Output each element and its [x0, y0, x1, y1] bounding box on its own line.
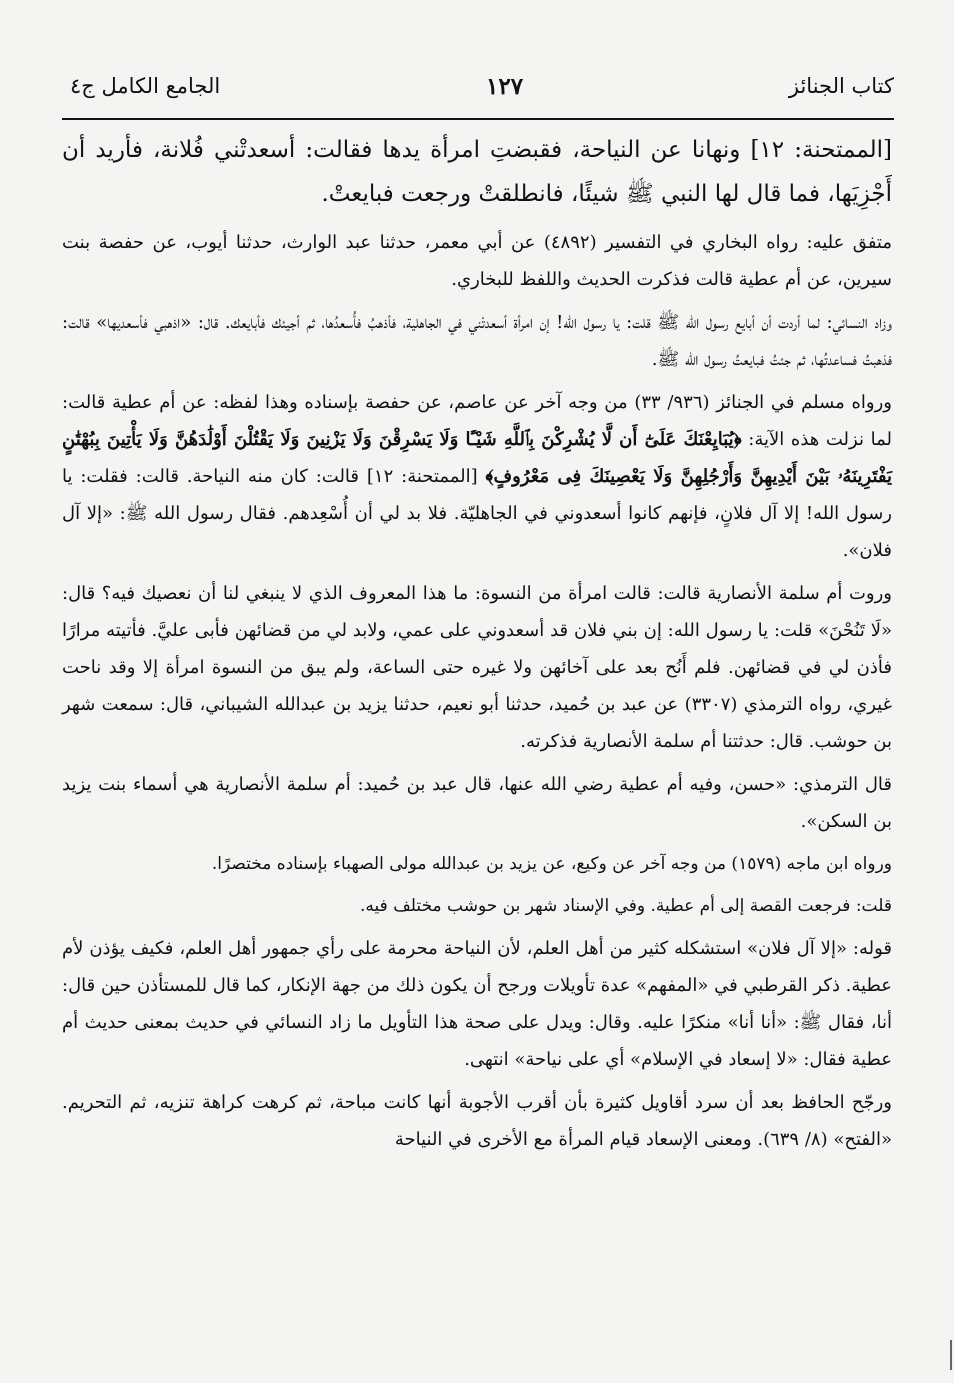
quran-verse: ﴿يُبَايِعْنَكَ عَلَىٰٓ أَن لَّا يُشْرِكْنَ بِٱللَّهِ شَيْـًٔا وَلَا يَسْرِقْنَ وَلَا يَزْنِينَ وَلَا يَقْتُلْنَ أَوْلَٰدَهُنَّ وَلَا يَأْتِينَ بِبُهْتَٰنٍ يَفْتَرِينَهُۥ بَيْنَ أَيْدِيهِنَّ وَأَرْجُلِهِنَّ وَلَا يَعْصِينَكَ فِى مَعْرُوفٍ﴾	[62, 429, 892, 487]
header-rule	[62, 118, 894, 120]
hafiz-paragraph: ورجّح الحافظ بعد أن سرد أقاويل كثيرة بأن أقرب الأجوبة أنها كانت مباحة، ثم كرهت كراهة تنزيه، ثم التحريم. «الفتح» (٨/ ٦٣٩). ومعنى الإسعاد قيام المرأة مع الأخرى في النياحة	[62, 1092, 892, 1150]
volume-title: الجامع الكامل ج٤	[70, 74, 221, 98]
book-title: كتاب الجنائز	[788, 74, 894, 98]
commentary-paragraph: قوله: «إلا آل فلان» استشكله كثير من أهل العلم، لأن النياحة محرمة على رأي جمهور أهل العلم، فكيف يؤذن لأم عطية. ذكر القرطبي في «المفهم» عدة تأويلات ورجح أن يكون ذلك من جهة الإنكار، كما قال للمستأذن حين قال: أنا، فقال ﷺ: «أنا أنا» منكرًا عليه. وقال: ويدل على صحة هذا التأويل ما زاد النسائي في حديث بمعنى حديث أم عطية فقال: «لا إسعاد في الإسلام» أي على نياحة» انتهى.	[62, 938, 892, 1070]
author-note-paragraph: قلت: فرجعت القصة إلى أم عطية. وفي الإسناد شهر بن حوشب مختلف فيه.	[360, 896, 892, 916]
muslim-narration-paragraph	[62, 384, 892, 569]
page-number: ١٢٧	[486, 72, 524, 100]
ibn-majah-paragraph: ورواه ابن ماجه (١٥٧٩) من وجه آخر عن وكيع، عن يزيد بن عبدالله مولى الصهباء بإسناده مختصرًا.	[211, 854, 892, 874]
takhrij-paragraph: متفق عليه: رواه البخاري في التفسير (٤٨٩٢) عن أبي معمر، حدثنا عبد الوارث، حدثنا أيوب، عن حفصة بنت سيرين، عن أم عطية قالت فذكرت الحديث واللفظ للبخاري.	[62, 232, 892, 290]
page-header	[70, 66, 894, 106]
hadith-text: [الممتحنة: ١٢] ونهانا عن النياحة، فقبضتِ امرأة يدها فقالت: أسعدتْني فُلانة، فأريد أن أَجْزِيَها، فما قال لها النبي ﷺ شيئًا، فانطلقتْ ورجعت فبايعتْ.	[62, 137, 892, 207]
page-body	[62, 128, 892, 1164]
umm-salama-paragraph: وروت أم سلمة الأنصارية قالت: قالت امرأة من النسوة: ما هذا المعروف الذي لا ينبغي لنا أن نعصيك فيه؟ قال: «لَا تَنُحْنَ» قلت: يا رسول الله: إن بني فلان قد أسعدوني على عمي، ولابد لي من قضائهن فأبى عليَّ. فأتيته مرارًا فأذن لي في قضائهن. فلم أَنُح بعد على آخائهن ولا غيره حتى الساعة، ولم يبق من النسوة امرأة إلا وقد ناحت غيري، رواه الترمذي (٣٣٠٧) عن عبد بن حُميد، حدثنا أبو نعيم، حدثنا يزيد بن عبدالله الشيباني، قال: سمعت شهر بن حوشب. قال: حدثتنا أم سلمة الأنصارية فذكرته.	[62, 583, 893, 752]
tirmidhi-comment-paragraph: قال الترمذي: «حسن، وفيه أم عطية رضي الله عنها، قال عبد بن حُميد: أم سلمة الأنصارية هي أسماء بنت يزيد بن السكن».	[62, 774, 892, 832]
nasai-addition-paragraph: وزاد النسائي: لما أردت أن أبايع رسول الله ﷺ قلت: يا رسول الله! إن امرأة أسعدتْني في الجاهلية، فأذهبُ فأُسعدُها، ثم أجيئك فأبايعك. قال: «اذهبي فأسعديها» قالت: فذهبتُ فساعدتُها، ثم جئتُ فبايعتُ رسول الله ﷺ.	[62, 312, 892, 370]
narration-continuation: [الممتحنة: ١٢] قالت: كان منه النياحة. قالت: فقلت: يا رسول الله! إلا آل فلانٍ، فإنهم كانوا أسعدوني في الجاهليّة. فلا بد لي أن أُسْعِدهم. فقال رسول الله ﷺ: «إلا آل فلان».	[62, 466, 892, 561]
page-edge-mark	[950, 1340, 952, 1370]
narration-intro: ورواه مسلم في الجنائز (٩٣٦/ ٣٣) من وجه آخر عن عاصم، عن حفصة بإسناده وهذا لفظه: عن أم عطية قالت: لما نزلت هذه الآية:	[62, 392, 892, 450]
